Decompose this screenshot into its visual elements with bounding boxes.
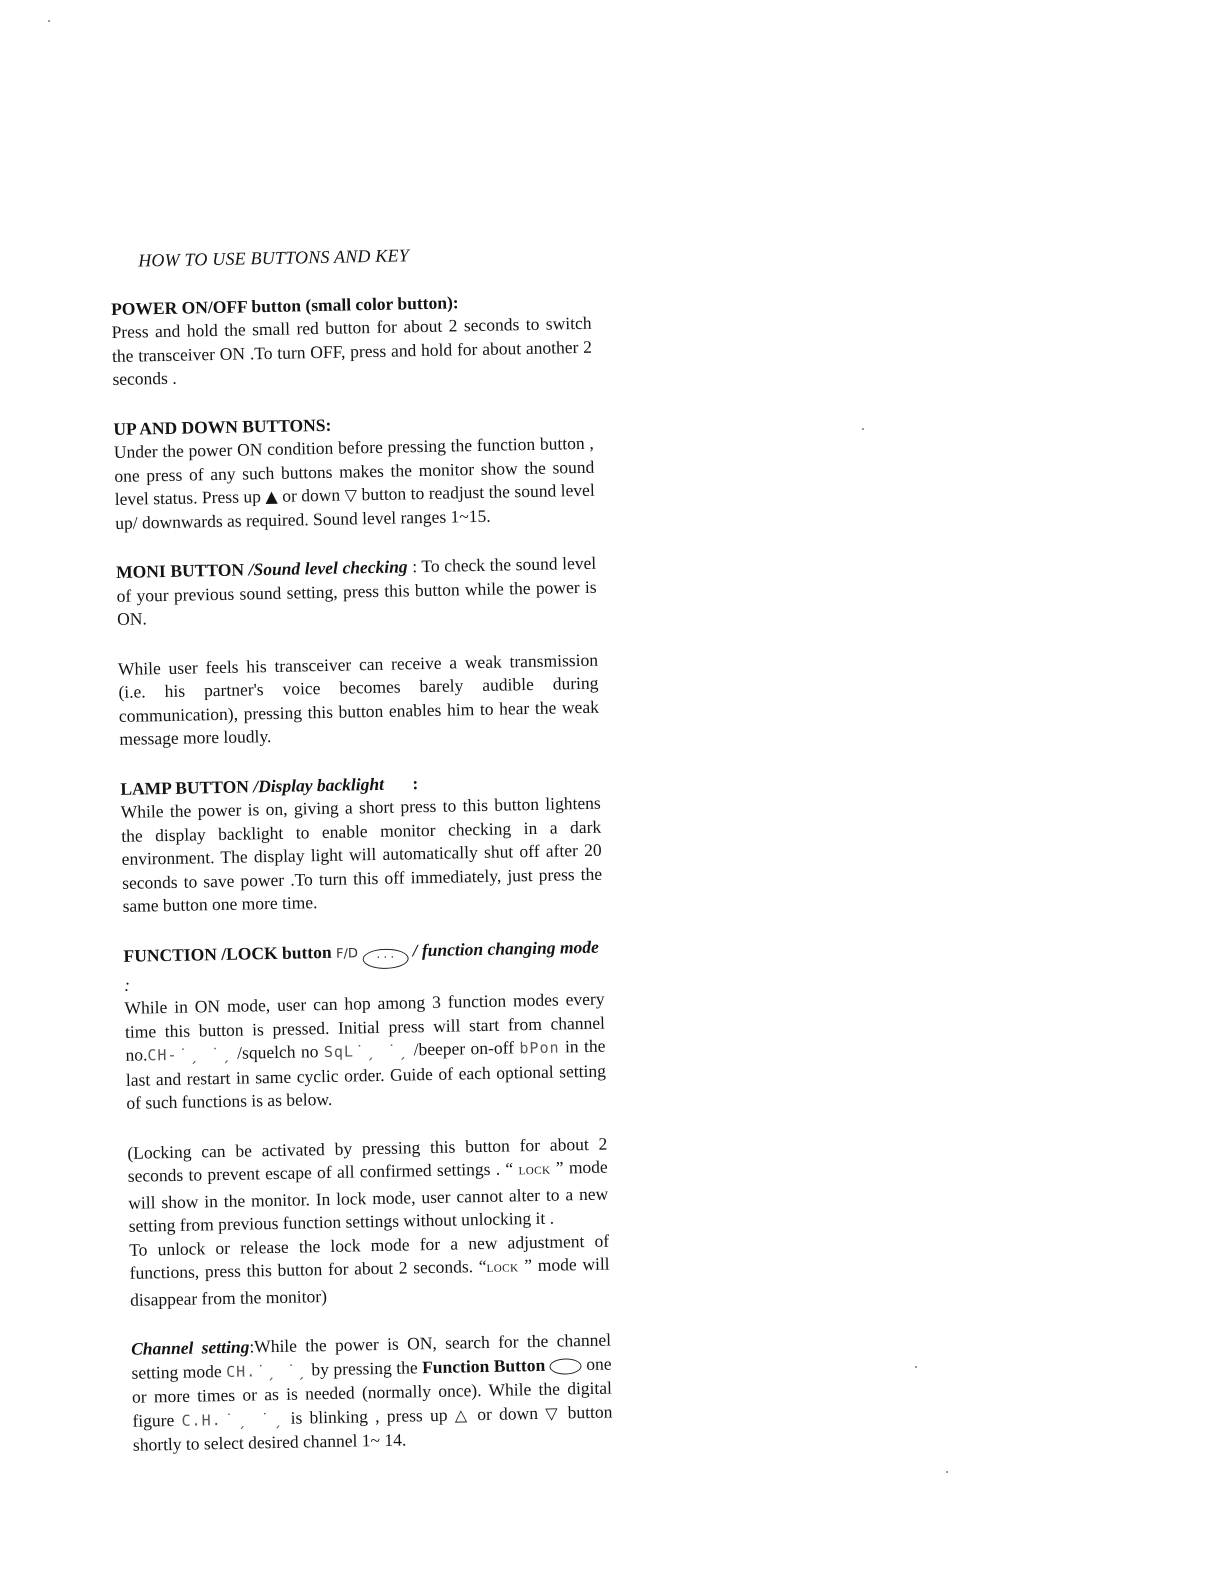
channel-function-button-label: Function Button: [421, 1354, 546, 1377]
section-moni-weak: [118, 648, 600, 751]
unlock-body-b: mode will disappear from the monitor): [129, 1253, 610, 1310]
lamp-subheading: /Display backlight: [253, 773, 385, 796]
section-power: [111, 288, 593, 391]
channel-body-b: by pressing the: [311, 1356, 418, 1379]
section-function: [123, 935, 606, 1115]
scan-speck: [946, 1471, 948, 1473]
lcd-channel-figure: C.H.: [181, 1410, 222, 1430]
up-triangle-icon: △: [454, 1404, 471, 1425]
down-triangle-icon: ▽: [344, 485, 358, 505]
function-body-c: /beeper on-off: [413, 1037, 515, 1060]
updown-heading: UP AND DOWN BUTTONS:: [113, 414, 332, 439]
channel-body-f: button shortly to select desired channel 1~ 14.: [132, 1401, 613, 1455]
lock-body: [127, 1132, 609, 1238]
lcd-channel-mode: CH.: [225, 1361, 257, 1381]
section-lamp: [120, 768, 603, 918]
updown-body-b: or down: [282, 484, 341, 506]
unlock-open-quote: “: [478, 1255, 487, 1277]
lock-body-b: mode will show in the monitor. In lock mode, user cannot alter to a new setting from previous function settings without unlocking it .: [128, 1156, 609, 1236]
channel-body-e: or down: [477, 1402, 539, 1424]
function-fd-label: F/D: [335, 945, 359, 962]
channel-body-a: :While the power is ON, search for the channel setting mode: [131, 1329, 612, 1383]
section-lock: [127, 1132, 610, 1312]
scan-speck: [915, 1366, 917, 1368]
function-subheading: / function changing mode: [412, 936, 599, 960]
moni-heading: MONI BUTTON: [115, 559, 245, 582]
power-heading: POWER ON/OFF button (small color button):: [110, 291, 459, 319]
unlock-body-a: To unlock or release the lock mode for a new adjustment of functions, press this button for about 2 seconds.: [128, 1230, 610, 1283]
moni-body: [116, 552, 597, 632]
section-moni: [116, 552, 597, 632]
lock-open-quote: “: [505, 1158, 514, 1179]
scan-speck: [48, 20, 50, 22]
function-button-icon: [362, 948, 408, 969]
document-body: [110, 241, 614, 1483]
section-up-down: [113, 408, 595, 535]
lcd-dots: ˙ˏ ˙ˏ: [256, 1360, 308, 1380]
lcd-beeper: bPon: [519, 1038, 560, 1058]
channel-body: [131, 1329, 613, 1458]
lock-close-quote: ”: [555, 1157, 564, 1178]
updown-body-c: button to readjust the sound level up/ downwards as required. Sound level ranges 1~15.: [115, 479, 595, 533]
lamp-body: While the power is on, giving a short press to this button lightens the display backlight to enable monitor checking in a dark environment. The display light will automatically shut off after 20 seconds to save power .To turn this off immediately, just press the same button one more time.: [120, 792, 603, 916]
moni-para2: While user feels his transceiver can receive a weak transmission (i.e. his partner's voice becomes barely audible during communication), pressing this button enables him to hear the weak message more loudly.: [117, 649, 600, 749]
unlock-lock-word: LOCK: [486, 1262, 519, 1275]
lcd-squelch: SqL: [323, 1042, 355, 1062]
section-channel: [131, 1329, 613, 1458]
lcd-dots: ˙ˏ ˙ˏ: [177, 1044, 232, 1064]
page-title: HOW TO USE BUTTONS AND KEY: [138, 245, 410, 271]
lcd-dots: ˙ˏ ˙ˏ: [353, 1041, 409, 1061]
unlock-body: [129, 1229, 610, 1312]
scan-speck: [862, 428, 864, 430]
moni-body-text: : To check the sound level of your previous sound setting, press this button while the power is ON.: [116, 552, 597, 629]
function-colon: :: [123, 974, 131, 995]
up-triangle-icon: ▲: [265, 486, 278, 507]
oval-dots: · · ·: [376, 950, 395, 964]
function-button-icon: [550, 1358, 582, 1375]
lock-body-a: (Locking can be activated by pressing this button for about 2 seconds to prevent escape of all confirmed settings .: [127, 1133, 608, 1186]
lcd-channel: CH-: [147, 1045, 178, 1065]
lamp-heading: LAMP BUTTON: [120, 775, 250, 799]
function-body-b: /squelch no: [236, 1041, 319, 1063]
channel-heading: Channel setting: [130, 1336, 250, 1359]
channel-body-c: one or more times or as is needed (normally once). While the digital figure: [131, 1353, 613, 1431]
function-body-a: While in ON mode, user can hop among 3 function modes every time this button is pressed. Initial press will start from channel no.: [124, 988, 606, 1065]
power-body: Press and hold the small red button for about 2 seconds to switch the transceiver ON .To turn OFF, press and hold for about another 2 seconds .: [111, 312, 593, 389]
function-heading: FUNCTION /LOCK button: [123, 941, 332, 966]
channel-body-d: is blinking , press up: [290, 1404, 448, 1428]
moni-subheading: /Sound level checking: [248, 556, 408, 580]
function-body-d: in the last and restart in same cyclic order. Guide of each optional setting of such functions is as below.: [125, 1035, 607, 1113]
lcd-dots: ˙ˏ ˙ˏ: [221, 1409, 284, 1429]
lamp-colon: :: [412, 772, 419, 793]
updown-body: [114, 432, 596, 535]
function-body: [124, 988, 606, 1116]
lock-word: LOCK: [518, 1164, 551, 1178]
unlock-close-quote: ”: [524, 1255, 533, 1276]
updown-body-a: Under the power ON condition before pressing the function button , one press of any such buttons makes the monitor show the sound level status. Press up: [113, 432, 595, 509]
down-triangle-icon: ▽: [545, 1403, 561, 1423]
function-heading-row: [123, 935, 604, 997]
